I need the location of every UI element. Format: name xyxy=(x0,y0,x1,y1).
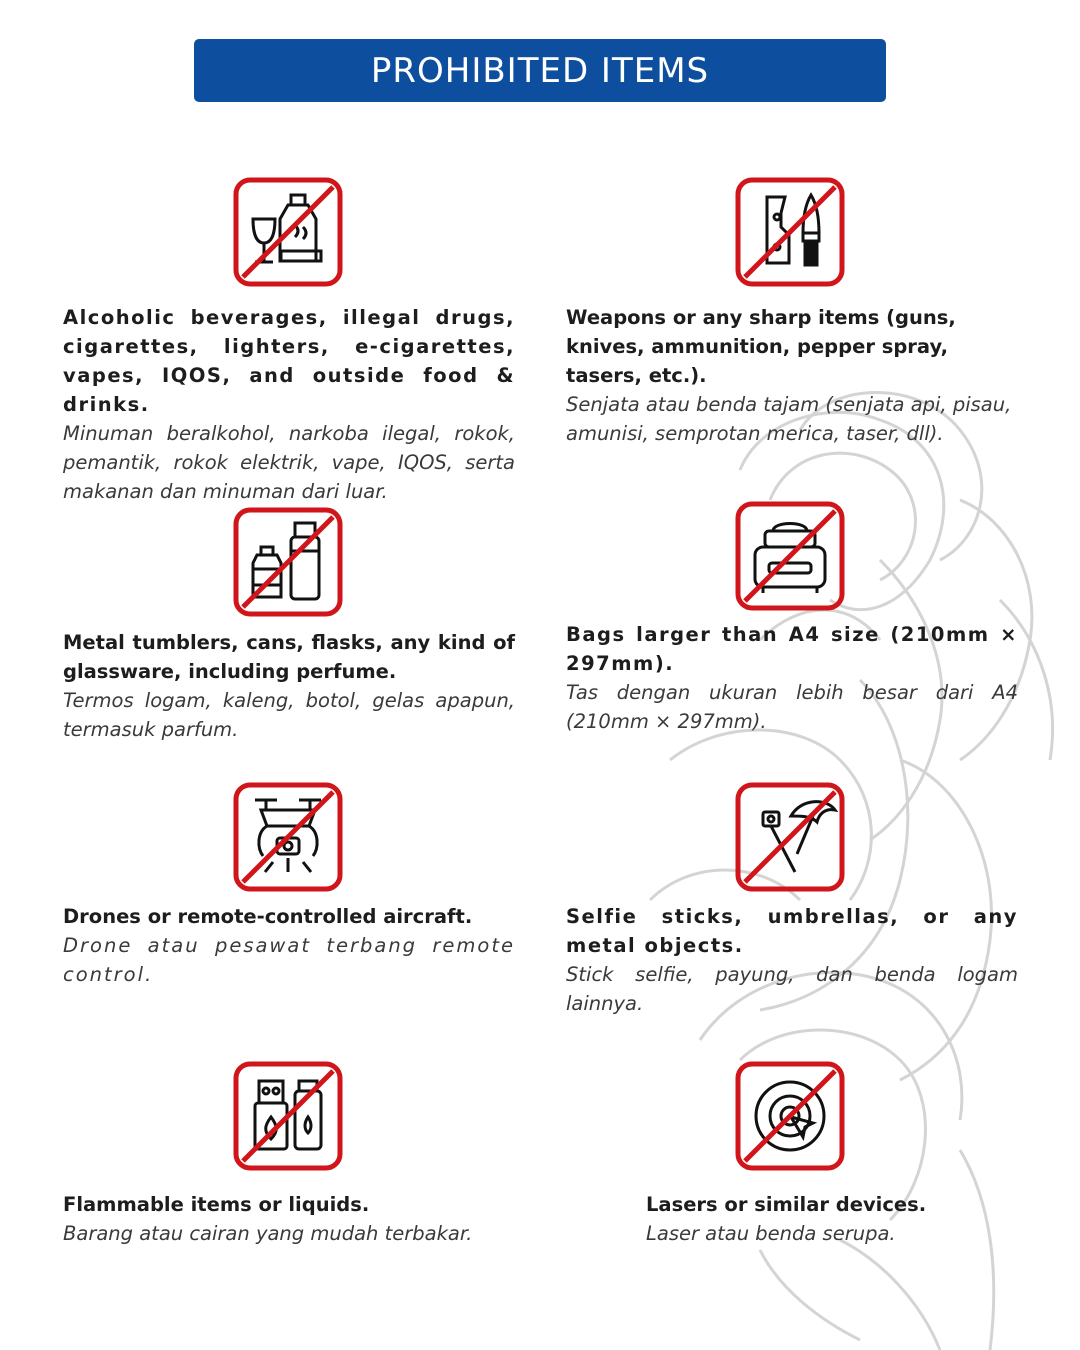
item-title: Weapons or any sharp items (guns, knives, ammunition, pepper spray, tasers, etc.). xyxy=(566,306,956,387)
weapons-icon xyxy=(735,177,845,287)
alcohol-drugs-icon xyxy=(233,177,343,287)
page-title: PROHIBITED ITEMS xyxy=(370,50,710,91)
item-title: Drones or remote-controlled aircraft. xyxy=(63,905,473,928)
item-selfie-sticks xyxy=(566,902,1018,1018)
item-tumblers xyxy=(63,628,515,744)
laser-icon xyxy=(735,1061,845,1171)
item-flammable xyxy=(63,1190,515,1248)
item-translation: Tas dengan ukuran lebih besar dari A4 (210mm × 297mm). xyxy=(566,681,1018,733)
selfie-stick-umbrella-icon xyxy=(735,782,845,892)
item-lasers xyxy=(646,1190,1026,1248)
tumbler-flask-icon xyxy=(233,507,343,617)
item-title: Selfie sticks, umbrellas, or any metal objects. xyxy=(566,905,1018,957)
item-drones xyxy=(63,902,515,989)
item-weapons xyxy=(566,303,1018,448)
page-header xyxy=(194,39,886,102)
item-title: Lasers or similar devices. xyxy=(646,1193,927,1216)
item-large-bag xyxy=(566,620,1018,736)
item-title: Metal tumblers, cans, flasks, any kind of glassware, including perfume. xyxy=(63,631,515,683)
large-bag-icon xyxy=(735,501,845,611)
item-translation: Minuman beralkohol, narkoba ilegal, rokok, pemantik, rokok elektrik, vape, IQOS, serta makanan dan minuman dari luar. xyxy=(63,422,515,503)
item-translation: Laser atau benda serupa. xyxy=(646,1222,896,1245)
item-title: Bags larger than A4 size (210mm × 297mm). xyxy=(566,623,1018,675)
item-translation: Termos logam, kaleng, botol, gelas apapun, termasuk parfum. xyxy=(63,689,515,741)
item-title: Flammable items or liquids. xyxy=(63,1193,370,1216)
drone-icon xyxy=(233,782,343,892)
item-title: Alcoholic beverages, illegal drugs, cigarettes, lighters, e-cigarettes, vapes, IQOS, and outside food & drinks. xyxy=(63,306,515,416)
item-translation: Barang atau cairan yang mudah terbakar. xyxy=(63,1222,473,1245)
item-alcohol-drugs xyxy=(63,303,515,506)
item-translation: Stick selfie, payung, dan benda logam lainnya. xyxy=(566,963,1018,1015)
item-translation: Drone atau pesawat terbang remote control. xyxy=(63,934,515,986)
flammable-icon xyxy=(233,1061,343,1171)
item-translation: Senjata atau benda tajam (senjata api, pisau, amunisi, semprotan merica, taser, dll). xyxy=(566,393,1012,445)
